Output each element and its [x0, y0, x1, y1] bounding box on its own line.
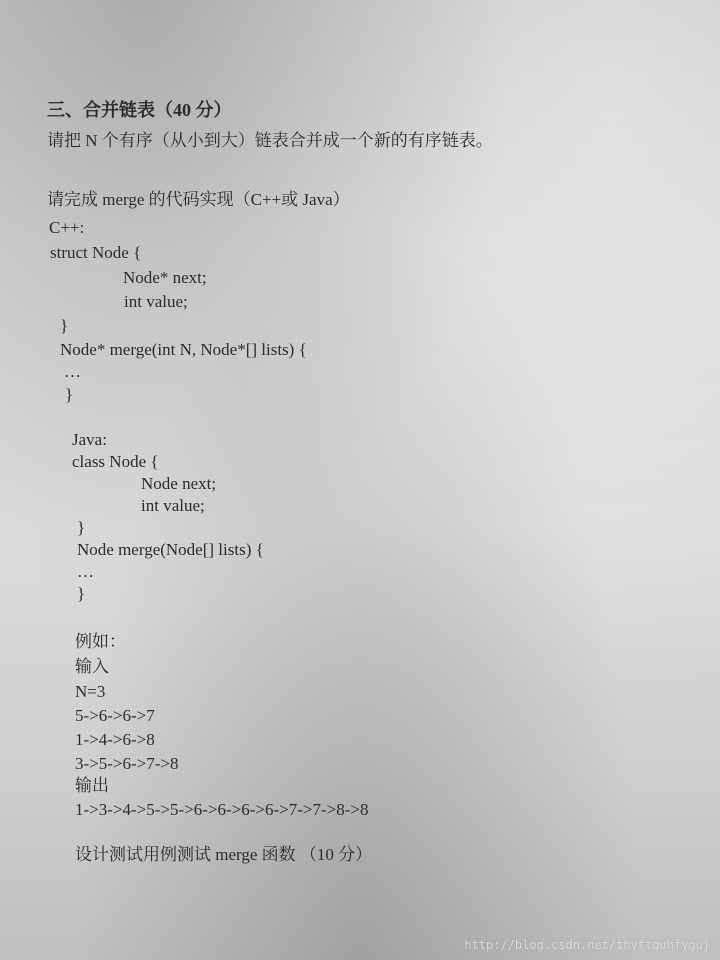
java-code-line: Node next;: [141, 474, 217, 493]
section-title: 三、合并链表（40 分）: [47, 100, 232, 120]
example-input-line: 5->6->6->7: [75, 706, 155, 725]
java-code-line: class Node {: [72, 452, 159, 471]
example-input-line: 1->4->6->8: [75, 730, 155, 749]
cpp-code-line: struct Node {: [50, 243, 142, 262]
section-description: 请把 N 个有序（从小到大）链表合并成一个新的有序链表。: [47, 131, 493, 150]
cpp-code-line: Node* merge(int N, Node*[] lists) {: [60, 340, 307, 359]
watermark-text: http://blog.csdn.net/thyftguhfyguj: [464, 938, 710, 952]
cpp-code-line: Node* next;: [123, 268, 207, 287]
cpp-code-line: …: [64, 362, 81, 381]
test-task-text: 设计测试用例测试 merge 函数 （10 分）: [75, 845, 373, 864]
java-label: Java:: [72, 430, 107, 449]
example-input-line: 3->5->6->7->8: [75, 754, 179, 773]
example-input-line: N=3: [75, 682, 106, 701]
cpp-code-line: }: [60, 316, 69, 335]
java-code-line: Node merge(Node[] lists) {: [77, 540, 264, 559]
cpp-label: C++:: [49, 218, 85, 237]
java-code-line: int value;: [141, 496, 205, 515]
cpp-code-line: int value;: [124, 292, 188, 311]
example-output-label: 输出: [75, 776, 109, 795]
java-code-line: }: [77, 584, 86, 603]
cpp-code-line: }: [65, 385, 74, 404]
example-output-line: 1->3->4->5->5->6->6->6->6->7->7->8->8: [75, 800, 369, 819]
example-input-label: 输入: [75, 657, 109, 676]
java-code-line: …: [77, 562, 94, 581]
java-code-line: }: [77, 518, 86, 537]
example-label: 例如：: [75, 632, 126, 651]
instruction-text: 请完成 merge 的代码实现（C++或 Java）: [47, 190, 350, 209]
